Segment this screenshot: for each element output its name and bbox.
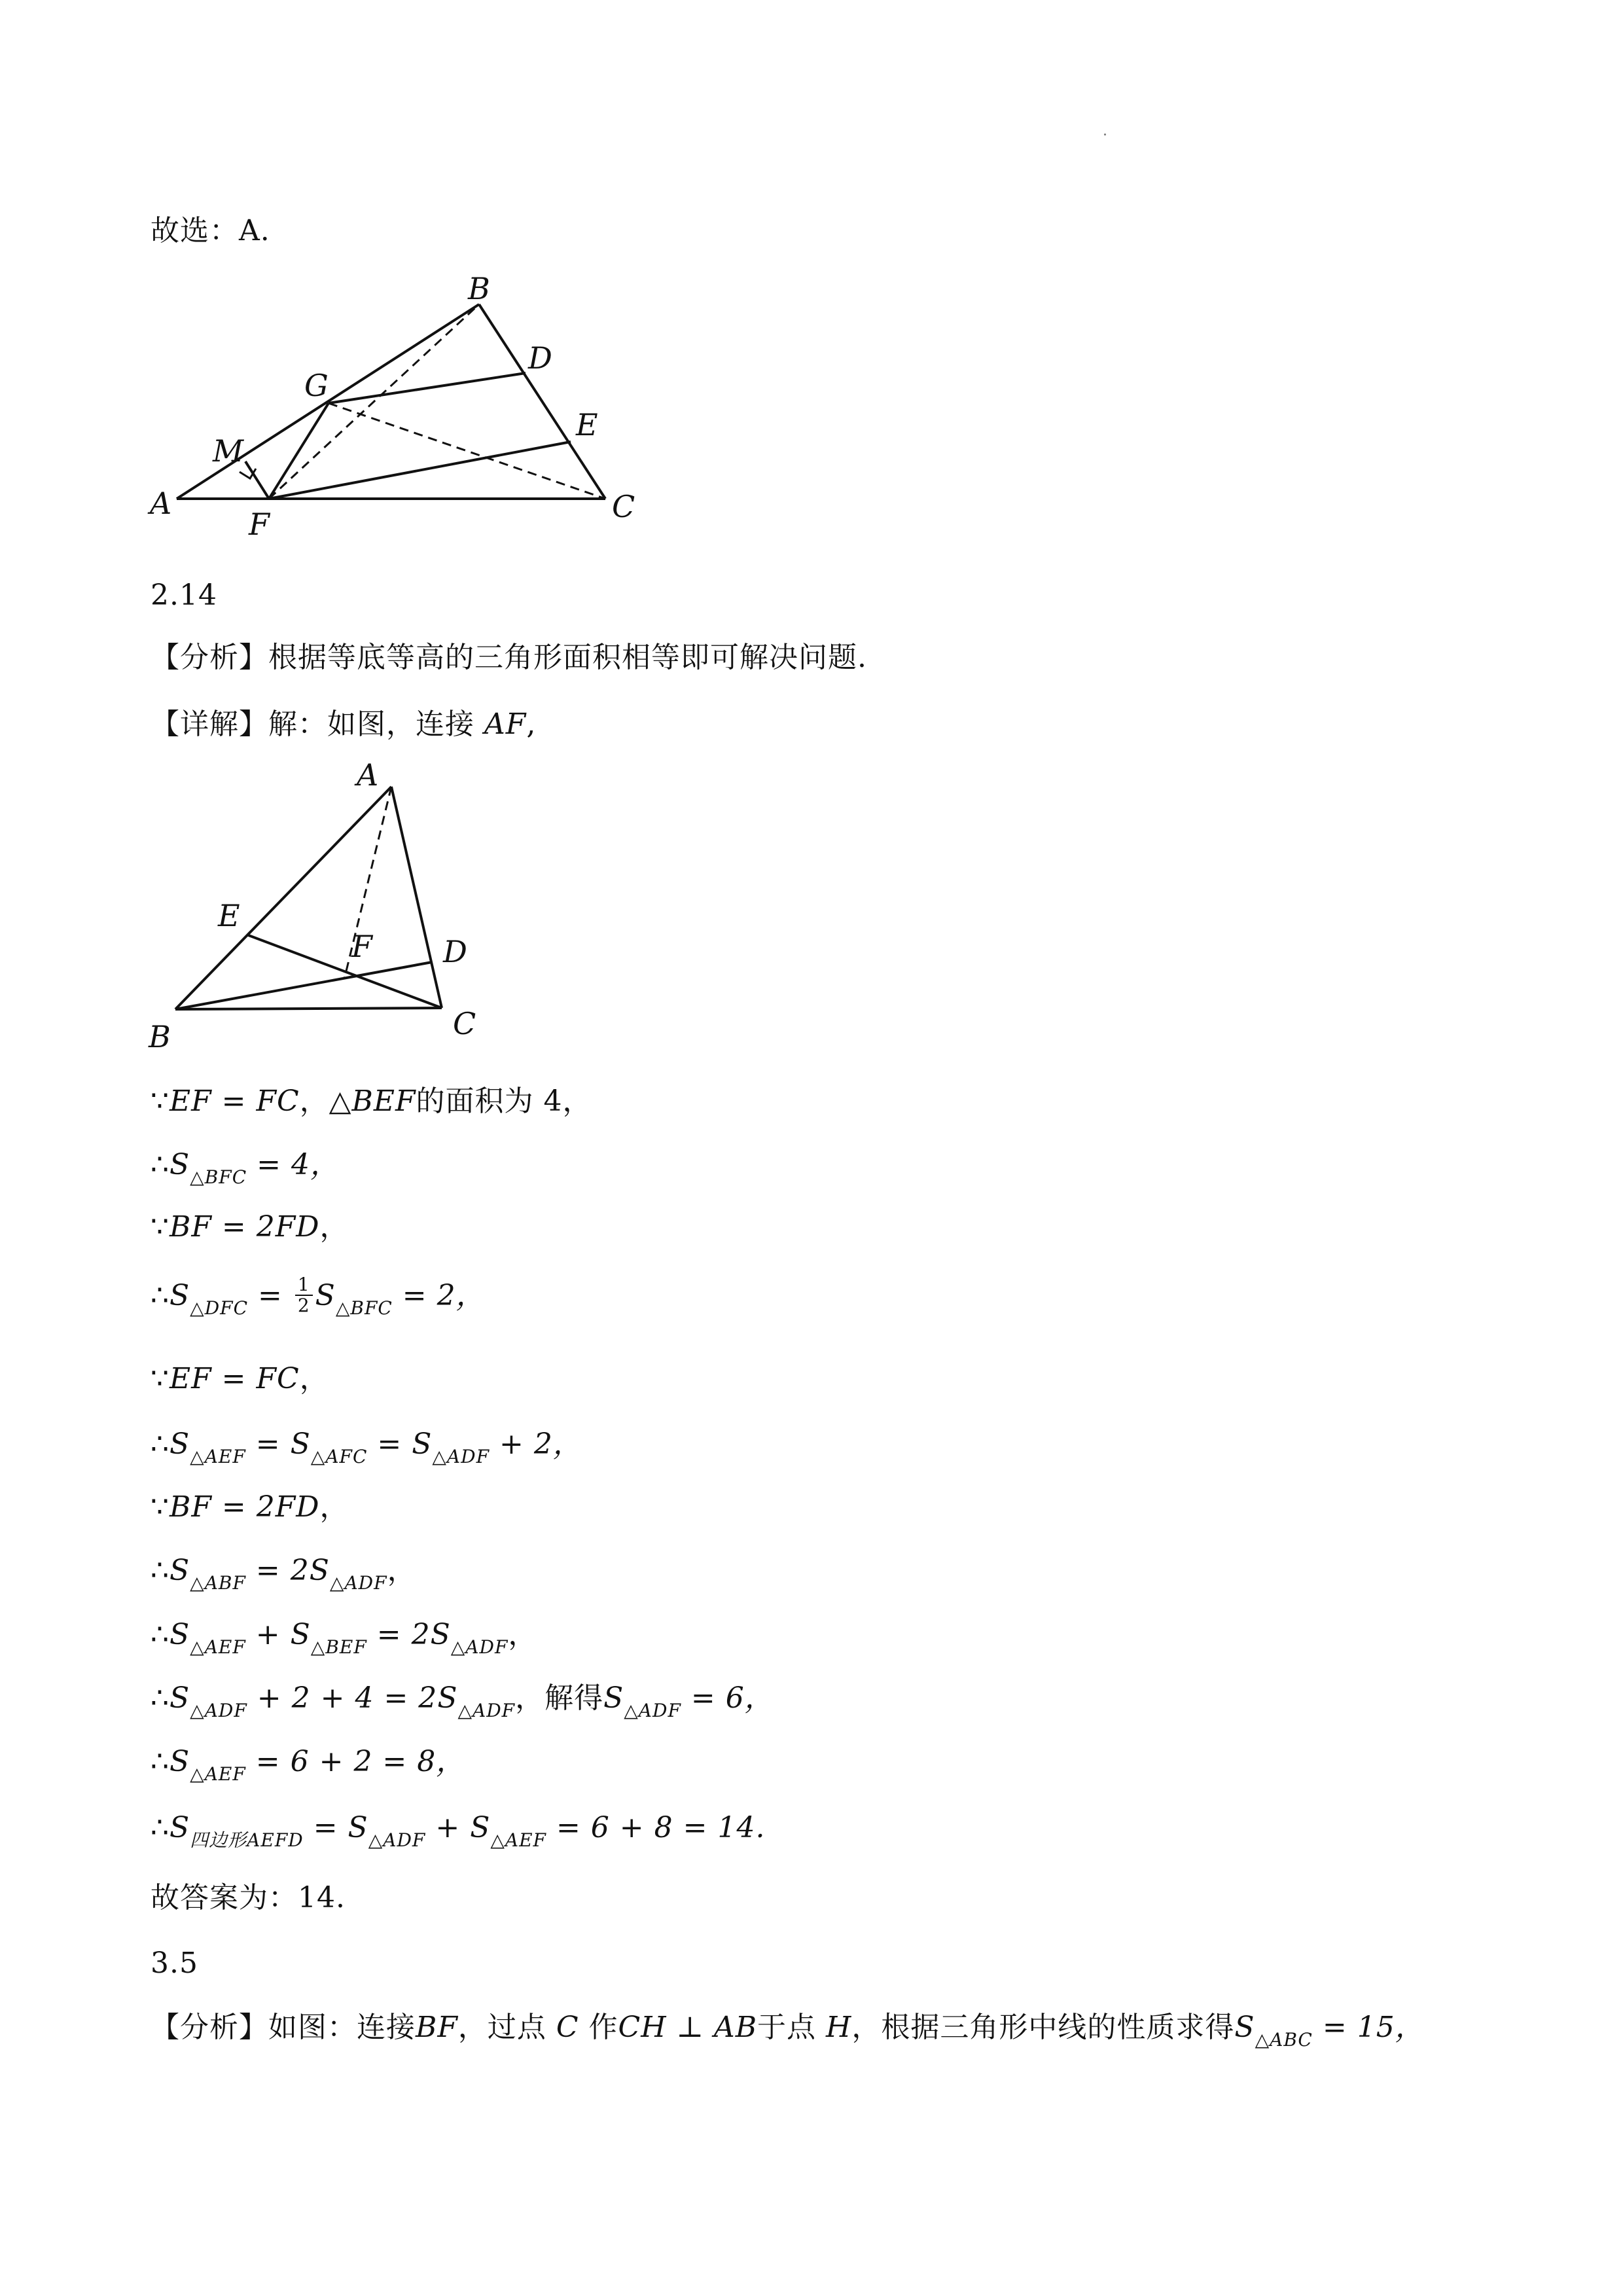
area-symbol: S (169, 1148, 190, 1181)
area-symbol: S (169, 1618, 190, 1651)
area-subscript: 四边形AEFD (190, 1829, 304, 1851)
fig2-segment-BC (175, 1008, 442, 1009)
eq-expr: = 4， (247, 1148, 340, 1181)
eq-expr: BF (416, 2011, 458, 2044)
figure-2-triangle-diagram (141, 759, 507, 1060)
eq-line-3 (151, 1208, 349, 1247)
fig1-label-F: F (249, 507, 270, 542)
area-symbol: S (1234, 2011, 1255, 2044)
eq-line-12 (151, 1808, 765, 1851)
area-symbol: S (290, 1427, 311, 1461)
fraction-numerator: 1 (295, 1275, 313, 1296)
therefore-symbol: ∴ (151, 1427, 169, 1461)
therefore-symbol: ∴ (151, 1681, 169, 1715)
eq-line-11 (151, 1742, 465, 1785)
therefore-symbol: ∴ (151, 1279, 169, 1312)
eq-text: 的面积为 4， (416, 1085, 592, 1118)
fig2-label-A: A (357, 759, 379, 793)
fraction-one-half (295, 1275, 313, 1316)
fig2-segment-AC (391, 787, 442, 1008)
area-subscript: △AEF (490, 1829, 546, 1851)
fig2-label-F: F (351, 929, 372, 964)
eq-expr: = 2 (245, 1554, 310, 1587)
area-symbol: S (437, 1681, 458, 1715)
problem-number-3 (151, 1944, 198, 1983)
area-subscript: △BFC (190, 1166, 247, 1188)
fig1-label-E: E (576, 407, 598, 442)
area-subscript: △AEF (190, 1446, 246, 1467)
analysis-text: ，根据三角形中线的性质求得 (851, 2011, 1235, 2044)
area-symbol: S (412, 1427, 433, 1461)
area-subscript: △ADF (624, 1700, 681, 1721)
area-symbol: S (169, 1554, 190, 1587)
eq-line-5 (151, 1359, 329, 1399)
answer-text: 故选：A. (151, 214, 270, 247)
eq-line-7 (151, 1488, 349, 1527)
problem-number-text: 3.5 (151, 1946, 198, 1980)
area-symbol: S (169, 1811, 190, 1844)
area-symbol: S (290, 1618, 311, 1651)
area-symbol: S (169, 1427, 190, 1461)
analysis-tag: 【分析】 (151, 641, 268, 674)
analysis-line-2 (151, 638, 867, 677)
eq-expr: + (425, 1811, 471, 1844)
fig2-label-C: C (453, 1006, 476, 1041)
eq-expr: EF = FC (169, 1085, 300, 1118)
eq-expr: EF = FC (169, 1362, 300, 1395)
eq-text: ， (319, 1490, 349, 1524)
fig2-label-D: D (443, 934, 467, 969)
area-subscript: △ADF (432, 1446, 490, 1467)
area-symbol: S (430, 1618, 451, 1651)
analysis-tag: 【分析】 (151, 2011, 268, 2044)
eq-expr: = (248, 1279, 293, 1312)
answer-text: 故答案为：14. (151, 1881, 346, 1914)
area-symbol: S (169, 1745, 190, 1778)
area-subscript: △AEF (190, 1763, 246, 1785)
area-subscript: △ADF (329, 1572, 387, 1594)
analysis-text: 根据等底等高的三角形面积相等即可解决问题. (268, 641, 867, 674)
fig1-dashed-FB (269, 304, 479, 499)
area-subscript: △ADF (368, 1829, 426, 1851)
eq-text: ，解得 (515, 1681, 604, 1715)
eq-expr: = 6 + 8 = 14. (546, 1811, 766, 1844)
therefore-symbol: ∴ (151, 1618, 169, 1651)
fig1-dashed-GC (329, 403, 605, 499)
detail-math: AF (484, 708, 527, 741)
eq-expr: = 6 + 2 = 8， (245, 1745, 466, 1778)
fig1-segment-BC (479, 304, 605, 499)
area-subscript: △ADF (190, 1700, 247, 1721)
therefore-symbol: ∴ (151, 1554, 169, 1587)
because-symbol: ∵ (151, 1085, 169, 1118)
eq-text: ， (387, 1554, 417, 1587)
analysis-text: 于点 (757, 2011, 827, 2044)
fig2-segment-EC (247, 935, 442, 1008)
area-subscript: △AFC (310, 1446, 368, 1467)
page-dot (1104, 134, 1106, 135)
detail-text: 解：如图，连接 (268, 708, 484, 741)
problem-number-2 (151, 576, 217, 615)
eq-expr: + 2， (490, 1427, 582, 1461)
area-symbol: S (470, 1811, 491, 1844)
eq-text: ， (508, 1618, 538, 1651)
fig1-segment-GF (269, 403, 329, 499)
fig1-label-C: C (612, 489, 635, 524)
area-symbol: S (315, 1279, 336, 1312)
fig1-label-M: M (213, 433, 244, 469)
fig1-segment-GD (329, 373, 526, 403)
eq-expr: BF = 2FD (169, 1210, 320, 1244)
fraction-denominator: 2 (297, 1294, 310, 1316)
eq-line-6 (151, 1425, 582, 1467)
fig1-right-angle-mark (240, 469, 256, 478)
eq-text: ， (319, 1210, 349, 1244)
area-subscript: △BFC (335, 1297, 393, 1319)
fig2-label-B: B (149, 1019, 171, 1054)
eq-expr: C (556, 2011, 579, 2044)
eq-line-1 (151, 1082, 592, 1121)
eq-line-2 (151, 1145, 340, 1188)
area-subscript: △ABC (1255, 2029, 1313, 2051)
eq-expr: = (367, 1427, 412, 1461)
detail-tag: 【详解】 (151, 708, 268, 741)
eq-text: ，△ (299, 1085, 352, 1118)
eq-expr: = 6， (681, 1681, 774, 1715)
area-subscript: △BEF (310, 1636, 367, 1658)
area-subscript: △AEF (190, 1636, 246, 1658)
fig1-label-A: A (150, 486, 172, 521)
eq-line-4 (151, 1273, 486, 1319)
eq-line-9 (151, 1615, 537, 1658)
because-symbol: ∵ (151, 1362, 169, 1395)
eq-line-10 (151, 1679, 774, 1721)
fig1-label-B: B (468, 271, 490, 306)
area-symbol: S (603, 1681, 624, 1715)
figure-1-triangle-diagram (147, 265, 658, 547)
area-symbol: S (169, 1681, 190, 1715)
eq-expr: = 15， (1312, 2011, 1425, 2044)
area-subscript: △ABF (190, 1572, 246, 1594)
detail-punct: , (526, 708, 537, 741)
eq-expr: CH ⊥ AB (618, 2011, 758, 2044)
therefore-symbol: ∴ (151, 1811, 169, 1844)
detail-line-2 (151, 705, 536, 744)
therefore-symbol: ∴ (151, 1148, 169, 1181)
problem-number-text: 2.14 (151, 579, 217, 612)
eq-line-8 (151, 1551, 417, 1594)
analysis-text: 作 (579, 2011, 618, 2044)
analysis-text: 如图：连接 (268, 2011, 416, 2044)
area-subscript: △ADF (450, 1636, 508, 1658)
because-symbol: ∵ (151, 1490, 169, 1524)
fig1-label-G: G (304, 368, 329, 403)
fig2-label-E: E (218, 898, 240, 933)
fig1-label-D: D (528, 340, 552, 376)
analysis-line-3 (151, 2008, 1425, 2051)
area-symbol: S (309, 1554, 330, 1587)
eq-text: ， (299, 1362, 329, 1395)
eq-expr: = (245, 1427, 291, 1461)
answer-line-2 (151, 1878, 346, 1918)
fig1-segment-FM (245, 461, 269, 499)
therefore-symbol: ∴ (151, 1745, 169, 1778)
area-subscript: △ADF (457, 1700, 516, 1721)
eq-expr: BF = 2FD (169, 1490, 320, 1524)
analysis-text: ，过点 (457, 2011, 556, 2044)
area-symbol: S (348, 1811, 368, 1844)
eq-expr: + (245, 1618, 291, 1651)
answer-line-1 (151, 211, 270, 251)
eq-expr: BEF (351, 1085, 416, 1118)
eq-expr: = 2， (392, 1279, 486, 1312)
eq-expr: H (826, 2011, 852, 2044)
eq-expr: + 2 + 4 = 2 (247, 1681, 438, 1715)
fig1-segment-FE (269, 442, 571, 499)
area-subscript: △DFC (190, 1297, 248, 1319)
eq-expr: = 2 (366, 1618, 431, 1651)
eq-expr: = (303, 1811, 348, 1844)
area-symbol: S (169, 1279, 190, 1312)
because-symbol: ∵ (151, 1210, 169, 1244)
